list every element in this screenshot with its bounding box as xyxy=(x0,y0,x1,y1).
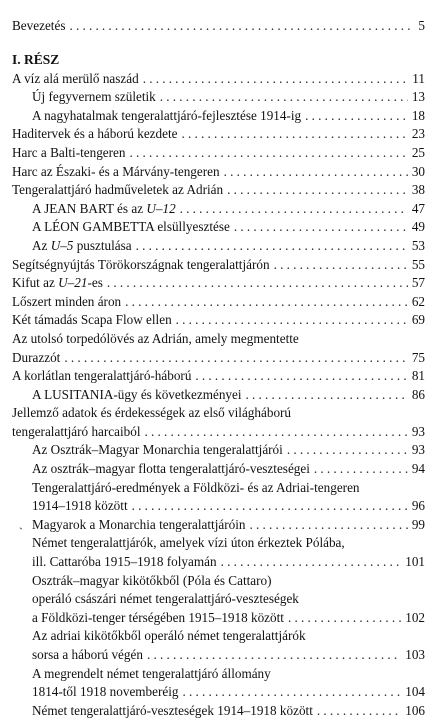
dot-leader xyxy=(180,200,408,219)
toc-entry-line: Német tengeralattjárók, amelyek vízi úton érkeztek Pólába, xyxy=(32,535,345,551)
toc-entry-title: 1914–1918 között xyxy=(32,498,128,514)
toc-entry-page: 69 xyxy=(411,312,425,328)
dot-leader xyxy=(288,609,401,628)
toc-entry-page: 5 xyxy=(418,18,425,33)
toc-entry[interactable] xyxy=(12,237,425,256)
toc-entry-text: Kifut az xyxy=(12,275,59,291)
stray-mark-icon: ˏ xyxy=(19,515,23,530)
dot-leader xyxy=(195,367,407,386)
toc-entry-title: Német tengeralattjáró-veszteségek 1914–1918 között xyxy=(32,702,313,718)
toc-entry-line: Az utolsó torpedólövés az Adrián, amely megmentette xyxy=(12,330,299,346)
toc-entry-text: -es xyxy=(87,275,103,291)
toc-entry[interactable] xyxy=(12,144,425,163)
toc-entry-page: 57 xyxy=(411,275,425,291)
toc-entry-page: 18 xyxy=(411,107,425,123)
toc-entry-title: Segítségnyújtás Törökországnak tengeralattjárón xyxy=(12,256,270,272)
toc-entry[interactable] xyxy=(12,70,425,89)
toc-entry-page: 53 xyxy=(411,237,425,253)
toc-entry[interactable] xyxy=(12,423,425,442)
dot-leader xyxy=(160,88,408,107)
toc-entry-page: 11 xyxy=(412,70,425,86)
toc-entry-page: 23 xyxy=(411,126,425,142)
submarine-code: U–21 xyxy=(58,275,88,291)
toc-entry-page: 25 xyxy=(411,144,425,160)
toc-entry-title: Lőszert minden áron xyxy=(12,293,122,309)
toc-entry[interactable] xyxy=(12,218,425,237)
toc-entry-title: Harc a Balti-tengeren xyxy=(12,144,126,160)
toc-entry-line: Tengeralattjáró-eredmények a Földközi- és az Adriai-tengeren xyxy=(32,479,360,495)
toc-entry-title: A LUSITANIA-ügy és következményei xyxy=(32,386,242,402)
toc-entry-title: Durazzót xyxy=(12,349,61,365)
toc-entry-page: 104 xyxy=(405,684,425,700)
toc-entry-title: Két támadás Scapa Flow ellen xyxy=(12,312,172,328)
dot-leader xyxy=(136,237,408,256)
toc-entry-title xyxy=(12,274,103,293)
toc-entry-page: 49 xyxy=(411,219,425,235)
toc-entry-line: Osztrák–magyar kikötőkből (Póla és Cattaro) xyxy=(32,572,272,588)
toc-entry-title: A víz alá merülő naszád xyxy=(12,70,139,86)
toc-entry-page: 93 xyxy=(411,442,425,458)
toc-entry[interactable] xyxy=(12,386,425,405)
toc-entry-title: Haditervek és a háború kezdete xyxy=(12,126,178,142)
submarine-code: U–5 xyxy=(50,237,74,253)
toc-entry-title: Új fegyvernem születik xyxy=(32,89,156,105)
toc-entry[interactable] xyxy=(12,163,425,182)
toc-entry-title: Harc az Északi- és a Márvány-tengeren xyxy=(12,163,220,179)
toc-entry-page: 13 xyxy=(411,89,425,105)
toc-entry[interactable] xyxy=(12,349,425,368)
toc-entry-title: A korlátlan tengeralattjáró-háború xyxy=(12,368,192,384)
dot-leader xyxy=(143,70,409,89)
toc-entry-title: a Földközi-tenger térségében 1915–1918 között xyxy=(32,609,284,625)
toc-entry[interactable] xyxy=(12,646,425,665)
dot-leader xyxy=(221,553,402,572)
toc-entry-page: 94 xyxy=(411,461,425,477)
toc-entry[interactable] xyxy=(12,441,425,460)
toc-entry-page: 30 xyxy=(411,163,425,179)
dot-leader xyxy=(130,144,408,163)
toc-entry-title: Magyarok a Monarchia tengeralattjáróin xyxy=(32,516,246,532)
toc-entry[interactable] xyxy=(12,88,425,107)
toc-entry-intro[interactable] xyxy=(12,17,425,36)
dot-leader xyxy=(69,17,414,36)
toc-entry[interactable] xyxy=(12,200,425,219)
toc-entry-title: Az Osztrák–Magyar Monarchia tengeralattjárói xyxy=(32,442,283,458)
toc-entry-title: tengeralattjáró harcaiból xyxy=(12,423,141,439)
toc-entry-line: Jellemző adatok és érdekességek az első világháború xyxy=(12,405,292,421)
toc-entry-line: A megrendelt német tengeralattjáró állomány xyxy=(32,665,271,681)
dot-leader xyxy=(314,460,408,479)
toc-entry-page: 99 xyxy=(411,516,425,532)
toc-entry[interactable] xyxy=(12,125,425,144)
toc-entry-page: 86 xyxy=(411,386,425,402)
toc-entry-title: Bevezetés xyxy=(12,18,66,33)
toc-entry[interactable] xyxy=(12,367,425,386)
toc-entry[interactable] xyxy=(12,256,425,275)
toc-entry-text: A JEAN BART és az xyxy=(32,200,147,216)
toc-entry-page: 96 xyxy=(411,498,425,514)
toc-entry[interactable] xyxy=(12,609,425,628)
toc-entry-title: Az osztrák–magyar flotta tengeralattjáró-veszteségei xyxy=(32,461,310,477)
toc-entry[interactable] xyxy=(12,274,425,293)
toc-entry-page: 38 xyxy=(411,182,425,198)
dot-leader xyxy=(224,163,408,182)
toc-entry[interactable] xyxy=(12,683,425,702)
toc-entry[interactable] xyxy=(12,553,425,572)
toc-entry-line: Az adriai kikötőkből operáló német tengeralattjárók xyxy=(32,628,306,644)
dot-leader xyxy=(249,516,407,535)
dot-leader xyxy=(183,683,402,702)
dot-leader xyxy=(317,702,401,720)
toc-entry[interactable] xyxy=(12,460,425,479)
toc-entry-page: 55 xyxy=(411,256,425,272)
dot-leader xyxy=(234,218,408,237)
toc-entry-page: 103 xyxy=(405,647,425,662)
submarine-code: U–12 xyxy=(146,200,176,216)
dot-leader xyxy=(274,256,408,275)
dot-leader xyxy=(305,107,408,126)
toc-entry[interactable] xyxy=(12,181,425,200)
toc-entry-page: 75 xyxy=(411,349,425,365)
dot-leader xyxy=(182,125,408,144)
part-heading: I. RÉSZ xyxy=(12,51,60,67)
toc-entry-page: 47 xyxy=(411,200,425,216)
toc-entry-page: 101 xyxy=(405,554,425,570)
toc-entry[interactable] xyxy=(12,702,425,720)
dot-leader xyxy=(227,181,408,200)
toc-entry-title: 1814-től 1918 novemberéig xyxy=(32,684,179,700)
toc-entry[interactable] xyxy=(12,516,425,535)
toc-entry-page: 81 xyxy=(411,368,425,384)
toc-entry-title: ill. Cattaróba 1915–1918 folyamán xyxy=(32,554,217,570)
toc-entry-text: Az xyxy=(32,237,51,253)
toc-entry-title: A LÉON GAMBETTA elsüllyesztése xyxy=(32,219,230,235)
dot-leader xyxy=(287,441,408,460)
toc-entry-title: sorsa a háború végén xyxy=(32,647,143,662)
dot-leader xyxy=(246,386,408,405)
dot-leader xyxy=(145,423,408,442)
toc-entry-title xyxy=(32,237,132,256)
toc-entry-page: 102 xyxy=(405,609,425,625)
toc-entry-text: pusztulása xyxy=(73,237,132,253)
dot-leader xyxy=(132,497,408,516)
dot-leader xyxy=(64,349,407,368)
toc-entry-title xyxy=(32,200,176,219)
toc-entry[interactable] xyxy=(12,293,425,312)
dot-leader xyxy=(125,293,408,312)
toc-entry[interactable] xyxy=(12,497,425,516)
dot-leader xyxy=(176,311,408,330)
toc-entry-line: operáló császári német tengeralattjáró-veszteségek xyxy=(32,591,299,607)
dot-leader xyxy=(107,274,408,293)
toc-entry-title: A nagyhatalmak tengeralattjáró-fejlesztése 1914-ig xyxy=(32,107,302,123)
toc-entry-page: 93 xyxy=(411,423,425,439)
toc-entry[interactable] xyxy=(12,107,425,126)
toc-entry[interactable] xyxy=(12,311,425,330)
toc-entry-title: Tengeralattjáró hadműveletek az Adrián xyxy=(12,182,224,198)
toc-entry-page: 62 xyxy=(411,293,425,309)
toc-entry-page: 106 xyxy=(405,702,425,718)
dot-leader xyxy=(147,646,401,665)
